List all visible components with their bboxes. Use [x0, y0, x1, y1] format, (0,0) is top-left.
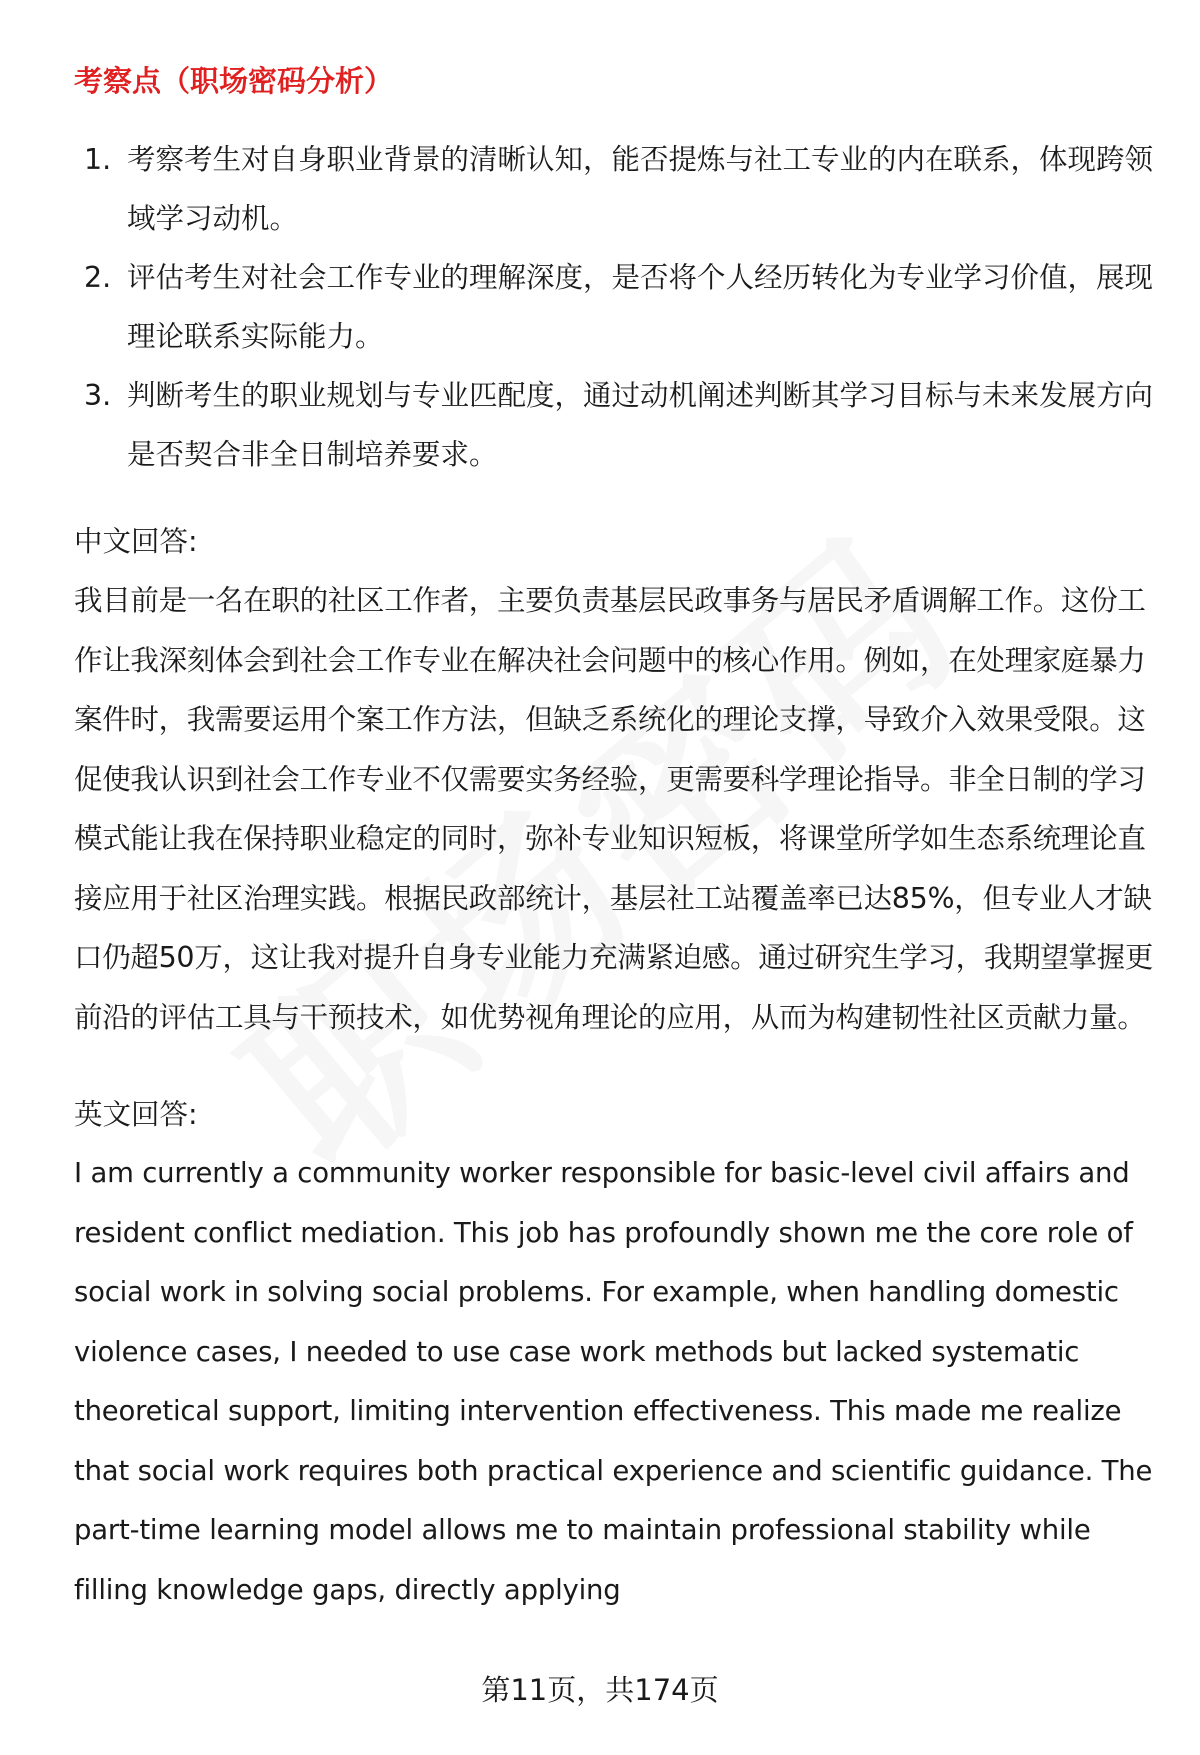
list-item-number: 1.	[84, 143, 112, 176]
assessment-points-list	[74, 130, 1154, 484]
list-item	[74, 130, 1154, 248]
list-item-number: 2.	[84, 261, 112, 294]
chinese-answer-text: 我目前是一名在职的社区工作者，主要负责基层民政事务与居民矛盾调解工作。这份工作让我深刻体会到社会工作专业在解决社会问题中的核心作用。例如，在处理家庭暴力案件时，我需要运用个案工作方法，但缺乏系统化的理论支撑，导致介入效果受限。这促使我认识到社会工作专业不仅需要实务经验，更需要科学理论指导。非全日制的学习模式能让我在保持职业稳定的同时，弥补专业知识短板，将课堂所学如生态系统理论直接应用于社区治理实践。根据民政部统计，基层社工站覆盖率已达85%，但专业人才缺口仍超50万，这让我对提升自身专业能力充满紧迫感。通过研究生学习，我期望掌握更前沿的评估工具与干预技术，如优势视角理论的应用，从而为构建韧性社区贡献力量。	[74, 584, 1154, 1034]
section-title: 考察点（职场密码分析）	[74, 64, 394, 98]
chinese-answer-label: 中文回答:	[74, 525, 198, 558]
list-item-text: 考察考生对自身职业背景的清晰认知，能否提炼与社工专业的内在联系，体现跨领域学习动机。	[127, 143, 1154, 235]
list-item-text: 判断考生的职业规划与专业匹配度，通过动机阐述判断其学习目标与未来发展方向是否契合非全日制培养要求。	[127, 379, 1154, 471]
list-item	[74, 248, 1154, 366]
page-number-footer: 第11页，共174页	[481, 1673, 719, 1707]
list-item	[74, 366, 1154, 484]
list-item-text: 评估考生对社会工作专业的理解深度，是否将个人经历转化为专业学习价值，展现理论联系实际能力。	[127, 261, 1154, 353]
english-answer-text: I am currently a community worker responsible for basic-level civil affairs and resident conflict mediation. This job has profoundly shown me the core role of social work in solving social problems. For example, when handling domestic violence cases, I needed to use case work methods but lacked systematic theoretical support, limiting intervention effectiveness. This made me realize that social work requires both practical experience and scientific guidance. The part-time learning model allows me to maintain professional stability while filling knowledge gaps, directly applying	[74, 1157, 1153, 1606]
document-page	[74, 56, 1154, 1620]
list-item-number: 3.	[84, 379, 112, 412]
english-answer-label: 英文回答:	[74, 1098, 198, 1131]
